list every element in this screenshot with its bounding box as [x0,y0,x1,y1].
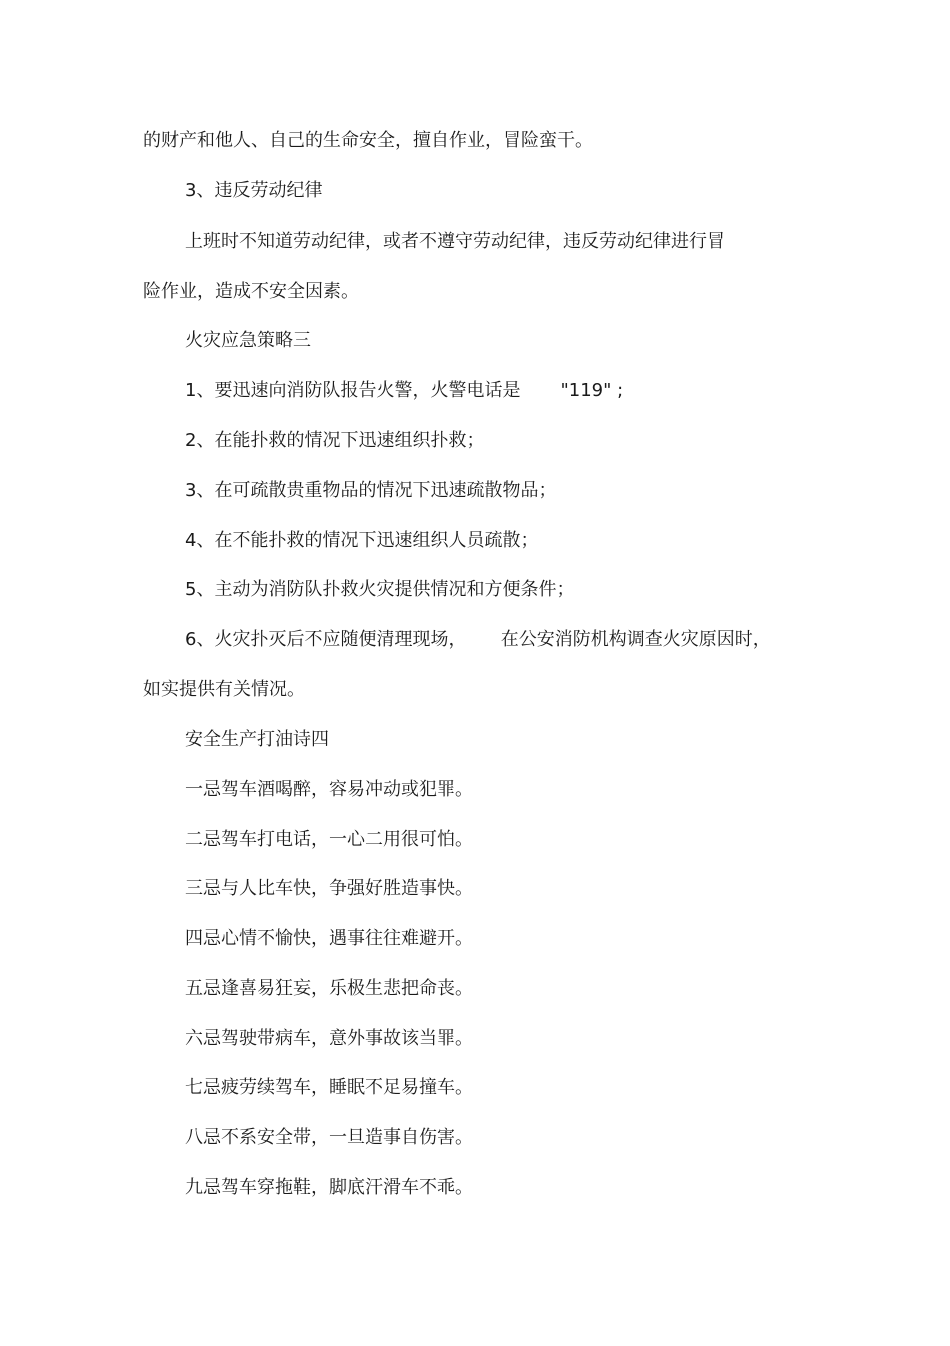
poem-line-9: 九忌驾车穿拖鞋，脚底汗滑车不乖。 [185,1177,473,1198]
list-item-fire-6: 6、火灾扑灭后不应随便清理现场， 在公安消防机构调查火灾原因时， [185,629,771,650]
list-item-fire-4: 4、在不能扑救的情况下迅速组织人员疏散； [185,530,539,551]
list-item-fire-3: 3、在可疏散贵重物品的情况下迅速疏散物品； [185,480,557,501]
poem-line-6: 六忌驾驶带病车，意外事故该当罪。 [185,1028,473,1049]
list-item-fire-1: 1、要迅速向消防队报告火警，火警电话是 "119" ; [185,380,624,401]
paragraph-line-labor-discipline: 上班时不知道劳动纪律，或者不遵守劳动纪律，违反劳动纪律进行冒 [185,231,725,252]
section-title-safety-poem: 安全生产打油诗四 [185,729,329,750]
poem-line-5: 五忌逢喜易狂妄，乐极生悲把命丧。 [185,978,473,999]
list-item-fire-2: 2、在能扑救的情况下迅速组织扑救； [185,430,485,451]
poem-line-2: 二忌驾车打电话，一心二用很可怕。 [185,829,473,850]
list-item-fire-6-cont: 如实提供有关情况。 [143,679,305,700]
poem-line-1: 一忌驾车酒喝醉，容易冲动或犯罪。 [185,779,473,800]
poem-line-4: 四忌心情不愉快，遇事往往难避开。 [185,928,473,949]
paragraph-line-property-safety: 的财产和他人、自己的生命安全，擅自作业，冒险蛮干。 [143,130,593,151]
poem-line-3: 三忌与人比车快，争强好胜造事快。 [185,878,473,899]
paragraph-line-labor-discipline-cont: 险作业，造成不安全因素。 [143,281,359,302]
heading-labor-discipline: 3、违反劳动纪律 [185,180,323,201]
section-title-fire-emergency: 火灾应急策略三 [185,330,311,351]
poem-line-8: 八忌不系安全带，一旦造事自伤害。 [185,1127,473,1148]
poem-line-7: 七忌疲劳续驾车，睡眠不足易撞车。 [185,1077,473,1098]
list-item-fire-5: 5、主动为消防队扑救火灾提供情况和方便条件； [185,579,575,600]
